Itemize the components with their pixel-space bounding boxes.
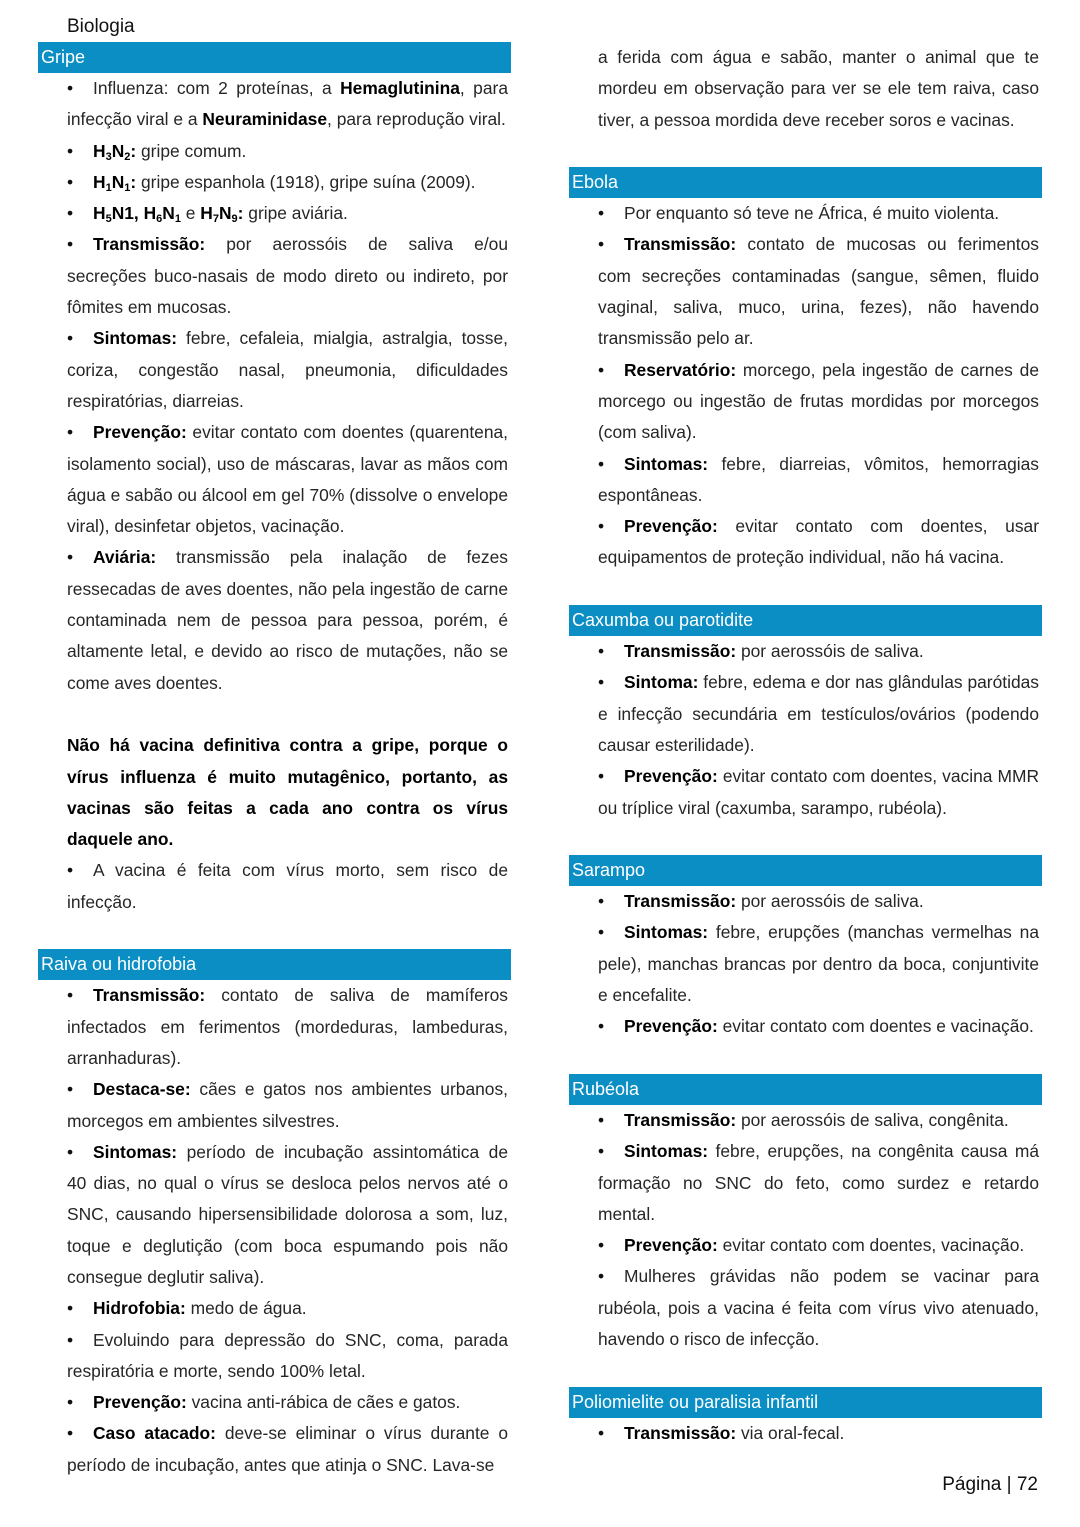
list-item-prevencao: • Prevenção: evitar contato com doentes e vacinação. xyxy=(598,1011,1039,1042)
list-item-transmissao: • Transmissão: por aerossóis de saliva. xyxy=(598,886,1039,917)
list-item-evolucao: • Evoluindo para depressão do SNC, coma, parada respiratória e morte, sendo 100% letal. xyxy=(67,1325,508,1388)
list-item-reservatorio: • Reservatório: morcego, pela ingestão de carnes de morcego ou ingestão de frutas mordidas por morcegos (com saliva). xyxy=(598,355,1039,449)
h3n2-label: $H_3N_2$: xyxy=(93,140,137,163)
list-item-sintomas: • Sintomas: febre, erupções (manchas vermelhas na pele), manchas brancas por dentro da boca, conjuntivite e encefalite. xyxy=(598,917,1039,1011)
list-item-transmissao: • Transmissão: por aerossóis de saliva e/ou secreções buco-nasais de modo direto ou indireto, por fômites em mucosas. xyxy=(67,229,508,323)
raiva-continuation: a ferida com água e sabão, manter o animal que te mordeu em observação para ver se ele tem raiva, caso tiver, a pessoa mordida deve receber soros e vacinas. xyxy=(598,47,1039,130)
list-item-prevencao: • Prevenção: evitar contato com doentes, usar equipamentos de proteção individual, não há vacina. xyxy=(598,511,1039,574)
section-heading-gripe: Gripe xyxy=(38,42,511,73)
section-heading-rubeola: Rubéola xyxy=(569,1074,1042,1105)
section-ebola xyxy=(569,167,1042,574)
left-column xyxy=(38,42,511,1481)
list-item-sintomas: • Sintomas: febre, cefaleia, mialgia, astralgia, tosse, coriza, congestão nasal, pneumonia, dificuldades respiratórias, diarreias. xyxy=(67,323,508,417)
list-item-h3n2: • $H_3N_2$: gripe comum. xyxy=(67,136,508,167)
section-raiva xyxy=(38,949,511,1481)
list-item-destaca: • Destaca-se: cães e gatos nos ambientes urbanos, morcegos em ambientes silvestres. xyxy=(67,1074,508,1137)
section-rubeola xyxy=(569,1074,1042,1355)
list-item-h1n1: • $H_1N_1$: gripe espanhola (1918), gripe suína (2009). xyxy=(67,167,508,198)
section-caxumba xyxy=(569,605,1042,824)
list-item-transmissao: • Transmissão: por aerossóis de saliva. xyxy=(598,636,1039,667)
list-item-prevencao: • Prevenção: evitar contato com doentes, vacinação. xyxy=(598,1230,1039,1261)
list-item-transmissao: • Transmissão: contato de saliva de mamíferos infectados em ferimentos (mordeduras, lambeduras, arranhaduras). xyxy=(67,980,508,1074)
list-item-caso-atacado: • Caso atacado: deve-se eliminar o vírus durante o período de incubação, antes que atinja o SNC. Lava-se xyxy=(67,1418,508,1481)
list-item-prevencao: • Prevenção: vacina anti-rábica de cães e gatos. xyxy=(67,1387,508,1418)
list-item-sintomas: • Sintomas: febre, erupções, na congênita causa má formação no SNC do feto, como surdez e retardo mental. xyxy=(598,1136,1039,1230)
list-item-transmissao: • Transmissão: via oral-fecal. xyxy=(598,1418,1039,1449)
vaccine-note: Não há vacina definitiva contra a gripe, porque o vírus influenza é muito mutagênico, portanto, as vacinas são feitas a cada ano contra os vírus daquele ano. xyxy=(67,735,508,850)
list-item-avian-strains: • $H_5N1$, $H_6N_1$ e $H_7N_9$: gripe aviária. xyxy=(67,198,508,229)
section-heading-ebola: Ebola xyxy=(569,167,1042,198)
document-subject-header: Biologia xyxy=(67,16,135,37)
avian-strains-label: $H_5N1$, $H_6N_1$ xyxy=(93,203,181,226)
list-item-prevencao: • Prevenção: evitar contato com doentes, vacina MMR ou tríplice viral (caxumba, sarampo, rubéola). xyxy=(598,761,1039,824)
h1n1-label: $H_1N_1$: xyxy=(93,171,137,194)
list-item-hidrofobia: • Hidrofobia: medo de água. xyxy=(67,1293,508,1324)
list-item-transmissao: • Transmissão: contato de mucosas ou ferimentos com secreções contaminadas (sangue, sêmen, fluido vaginal, saliva, muco, urina, fezes), não havendo transmissão pelo ar. xyxy=(598,229,1039,354)
list-item-prevencao: • Prevenção: evitar contato com doentes (quarentena, isolamento social), uso de máscaras, lavar as mãos com água e sabão ou álcool em gel 70% (dissolve o envelope viral), desinfetar objetos, vacinação. xyxy=(67,417,508,542)
section-heading-raiva: Raiva ou hidrofobia xyxy=(38,949,511,980)
list-item-sintomas: • Sintomas: febre, diarreias, vômitos, hemorragias espontâneas. xyxy=(598,449,1039,512)
list-item-aviaria: • Aviária: transmissão pela inalação de fezes ressecadas de aves doentes, não pela ingestão de carne contaminada nem de pessoa para pessoa, porém, é altamente letal, e devido ao risco de mutações, não se come aves doentes. xyxy=(67,542,508,698)
section-sarampo xyxy=(569,855,1042,1042)
section-heading-caxumba: Caxumba ou parotidite xyxy=(569,605,1042,636)
list-item-vacina: • A vacina é feita com vírus morto, sem risco de infecção. xyxy=(67,855,508,918)
list-item-intro: • Por enquanto só teve ne África, é muito violenta. xyxy=(598,198,1039,229)
right-column xyxy=(569,42,1042,1449)
list-item-sintomas: • Sintomas: período de incubação assintomática de 40 dias, no qual o vírus se desloca pelos nervos até o SNC, causando hipersensibilidade dolorosa a som, luz, toque e deglutição (com boca espumando pois não consegue deglutir saliva). xyxy=(67,1137,508,1293)
list-item-sintoma: • Sintoma: febre, edema e dor nas glândulas parótidas e infecção secundária em testículos/ovários (podendo causar esterilidade). xyxy=(598,667,1039,761)
section-polio xyxy=(569,1387,1042,1449)
list-item-influenza: • Influenza: com 2 proteínas, a Hemaglutinina, para infecção viral e a Neuraminidase, para reprodução viral. xyxy=(67,73,508,136)
page-number: Página | 72 xyxy=(942,1474,1038,1495)
list-item-gravidas: • Mulheres grávidas não podem se vacinar para rubéola, pois a vacina é feita com vírus vivo atenuado, havendo o risco de infecção. xyxy=(598,1261,1039,1355)
section-gripe xyxy=(38,42,511,918)
section-heading-polio: Poliomielite ou paralisia infantil xyxy=(569,1387,1042,1418)
section-heading-sarampo: Sarampo xyxy=(569,855,1042,886)
list-item-transmissao: • Transmissão: por aerossóis de saliva, congênita. xyxy=(598,1105,1039,1136)
